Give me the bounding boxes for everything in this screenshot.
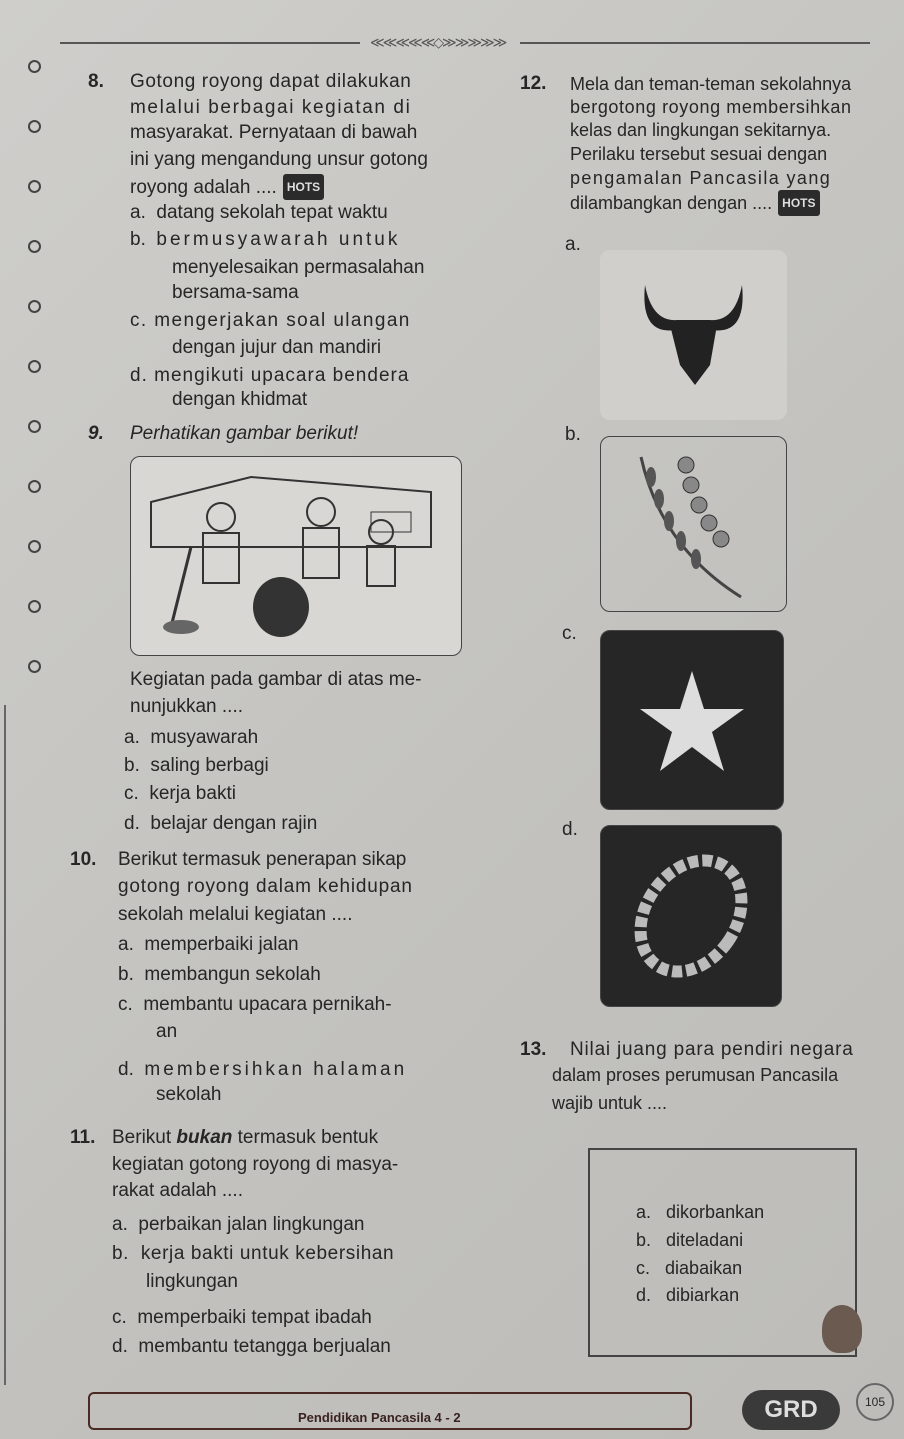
kerja-bakti-illustration	[130, 456, 462, 656]
bull-head-icon[interactable]	[600, 250, 787, 420]
ornament-dot	[28, 660, 41, 673]
ornament-dot	[28, 480, 41, 493]
option-c[interactable]: c. membantu upacara pernikah-	[118, 994, 392, 1015]
ornament-dot	[28, 540, 41, 553]
option-a[interactable]: a. perbaikan jalan lingkungan	[112, 1214, 365, 1235]
option-b[interactable]: b. saling berbagi	[124, 755, 269, 776]
option-b[interactable]: b. bermusyawarah untuk	[130, 229, 401, 250]
option-a[interactable]: a.	[565, 234, 581, 255]
option-a[interactable]: a. datang sekolah tepat waktu	[130, 202, 388, 223]
top-border	[520, 42, 870, 44]
question-text: masyarakat. Pernyataan di bawah	[130, 122, 418, 143]
ornament-dot	[28, 120, 41, 133]
ornament-dot	[28, 180, 41, 193]
option-text: dengan khidmat	[172, 389, 308, 410]
option-b[interactable]: b.	[565, 424, 581, 445]
ornament-dot	[28, 60, 41, 73]
top-ornament: ≪≪≪≪≪◇≫≫≫≫≫	[370, 34, 506, 50]
answer-box	[588, 1148, 857, 1357]
option-c[interactable]: c. memperbaiki tempat ibadah	[112, 1307, 372, 1328]
option-d[interactable]: d. dibiarkan	[636, 1285, 740, 1305]
ornament-dot	[28, 600, 41, 613]
option-a[interactable]: a. musyawarah	[124, 727, 259, 748]
option-d[interactable]: d. mengikuti upacara bendera	[130, 365, 410, 386]
question-text: Berikut bukan termasuk bentuk	[112, 1127, 379, 1148]
top-border	[60, 42, 360, 44]
question-text: melalui berbagai kegiatan di	[130, 97, 412, 118]
monkey-mascot	[822, 1305, 862, 1353]
question-text: royong adalah ....	[130, 177, 277, 198]
option-d[interactable]: d. belajar dengan rajin	[124, 813, 318, 834]
question-text: Gotong royong dapat dilakukan	[130, 71, 412, 92]
ornament-dot	[28, 240, 41, 253]
option-c[interactable]: c. kerja bakti	[124, 783, 236, 804]
option-b[interactable]: b. membangun sekolah	[118, 964, 321, 985]
page-number: 105	[856, 1383, 894, 1421]
question-text: nunjukkan ....	[130, 696, 244, 717]
question-number: 9.	[88, 423, 104, 444]
question-text: ini yang mengandung unsur gotong	[130, 149, 428, 170]
question-text: Berikut termasuk penerapan sikap	[118, 849, 407, 870]
question-text: rakat adalah ....	[112, 1180, 243, 1201]
question-text: gotong royong dalam kehidupan	[118, 876, 413, 897]
option-d[interactable]: d.	[562, 819, 578, 840]
question-text: wajib untuk ....	[552, 1093, 668, 1113]
option-text: lingkungan	[146, 1271, 238, 1292]
question-text: kelas dan lingkungan sekitarnya.	[570, 120, 832, 140]
question-text: bergotong royong membersihkan	[570, 97, 852, 117]
ornament-dot	[28, 420, 41, 433]
question-text: dalam proses perumusan Pancasila	[552, 1065, 839, 1085]
option-b[interactable]: b. diteladani	[636, 1230, 744, 1250]
hots-badge: HOTS	[283, 174, 324, 200]
chain-icon[interactable]	[600, 825, 782, 1007]
option-c[interactable]: c. mengerjakan soal ulangan	[130, 310, 411, 331]
ornament-dot	[28, 300, 41, 313]
rice-cotton-icon[interactable]	[600, 436, 787, 612]
question-number: 12.	[520, 73, 547, 94]
publisher-logo: GRD	[742, 1390, 840, 1430]
ornament-dot	[28, 360, 41, 373]
question-text: sekolah melalui kegiatan ....	[118, 904, 353, 925]
question-number: 13.	[520, 1039, 547, 1060]
question-text: dilambangkan dengan ....	[570, 193, 773, 213]
option-a[interactable]: a. memperbaiki jalan	[118, 934, 299, 955]
option-c[interactable]: c. diabaikan	[636, 1258, 743, 1278]
question-text: Mela dan teman-teman sekolahnya	[570, 74, 852, 94]
option-text: an	[156, 1021, 178, 1042]
question-text: Kegiatan pada gambar di atas me-	[130, 669, 422, 690]
option-b[interactable]: b. kerja bakti untuk kebersihan	[112, 1243, 395, 1264]
option-d[interactable]: d. membersihkan halaman	[118, 1059, 408, 1080]
option-text: menyelesaikan permasalahan	[172, 257, 425, 278]
option-text: dengan jujur dan mandiri	[172, 337, 382, 358]
question-number: 10.	[70, 849, 97, 870]
question-text: Perhatikan gambar berikut!	[130, 423, 359, 444]
option-text: bersama-sama	[172, 282, 299, 303]
hots-badge: HOTS	[778, 190, 819, 216]
question-text: Nilai juang para pendiri negara	[570, 1039, 854, 1060]
option-a[interactable]: a. dikorbankan	[636, 1202, 765, 1222]
question-text: pengamalan Pancasila yang	[570, 168, 832, 188]
question-number: 8.	[88, 71, 104, 92]
star-icon[interactable]	[600, 630, 784, 810]
option-text: sekolah	[156, 1084, 222, 1105]
left-border	[4, 705, 6, 1385]
question-text: kegiatan gotong royong di masya-	[112, 1154, 399, 1175]
option-c[interactable]: c.	[562, 623, 577, 644]
question-number: 11.	[70, 1127, 96, 1148]
book-title: Pendidikan Pancasila 4 - 2	[298, 1410, 461, 1425]
question-text: Perilaku tersebut sesuai dengan	[570, 144, 828, 164]
option-d[interactable]: d. membantu tetangga berjualan	[112, 1336, 391, 1357]
